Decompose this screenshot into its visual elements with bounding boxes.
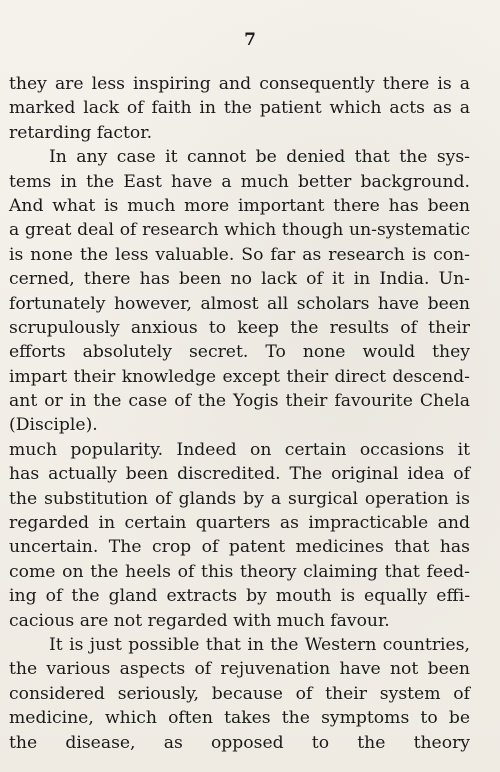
text-line: It is just possible that in the Western countries, <box>49 634 470 655</box>
text-line: marked lack of faith in the patient which acts as a <box>9 98 470 119</box>
text-line: regarded in certain quarters as impracticable and <box>9 513 470 534</box>
text-line: And what is much more important there has been <box>9 195 470 216</box>
text-line: tems in the East have a much better background. <box>9 171 470 192</box>
text-line: considered seriously, because of their system of <box>9 683 470 704</box>
text-line: (Disciple). <box>9 415 98 436</box>
text-line: the substitution of glands by a surgical operation is <box>9 488 470 509</box>
text-line: ant or in the case of the Yogis their favourite Chela <box>9 391 470 412</box>
text-line: is none the less valuable. So far as research is con- <box>9 244 470 265</box>
text-line: medicine, which often takes the symptoms to be <box>9 708 470 729</box>
text-line: cerned, there has been no lack of it in India. Un- <box>9 269 470 290</box>
text-line: scrupulously anxious to keep the results of their <box>9 317 470 338</box>
text-line: retarding factor. <box>9 122 153 143</box>
text-line: much popularity. Indeed on certain occasions it <box>9 439 470 460</box>
text-line: has actually been discredited. The original idea of <box>9 464 470 485</box>
text-line: ing of the gland extracts by mouth is equally effi- <box>9 586 470 607</box>
text-line: cacious are not regarded with much favour. <box>9 610 390 631</box>
body-text <box>9 72 470 755</box>
page-number: 7 <box>244 30 256 50</box>
text-line: In any case it cannot be denied that the sys- <box>49 147 470 168</box>
text-line: impart their knowledge except their direct descend- <box>9 366 470 387</box>
text-line: they are less inspiring and consequently there is a <box>9 74 470 94</box>
text-line: efforts absolutely secret. To none would they <box>9 342 470 363</box>
text-line: a great deal of research which though un-systematic <box>9 220 470 241</box>
text-line: the various aspects of rejuvenation have not been <box>9 659 470 680</box>
text-line: the disease, as opposed to the theory <box>9 732 470 753</box>
text-line: uncertain. The crop of patent medicines that has <box>9 537 470 558</box>
text-line: fortunately however, almost all scholars have been <box>9 293 470 314</box>
text-line: come on the heels of this theory claiming that feed- <box>9 561 470 582</box>
